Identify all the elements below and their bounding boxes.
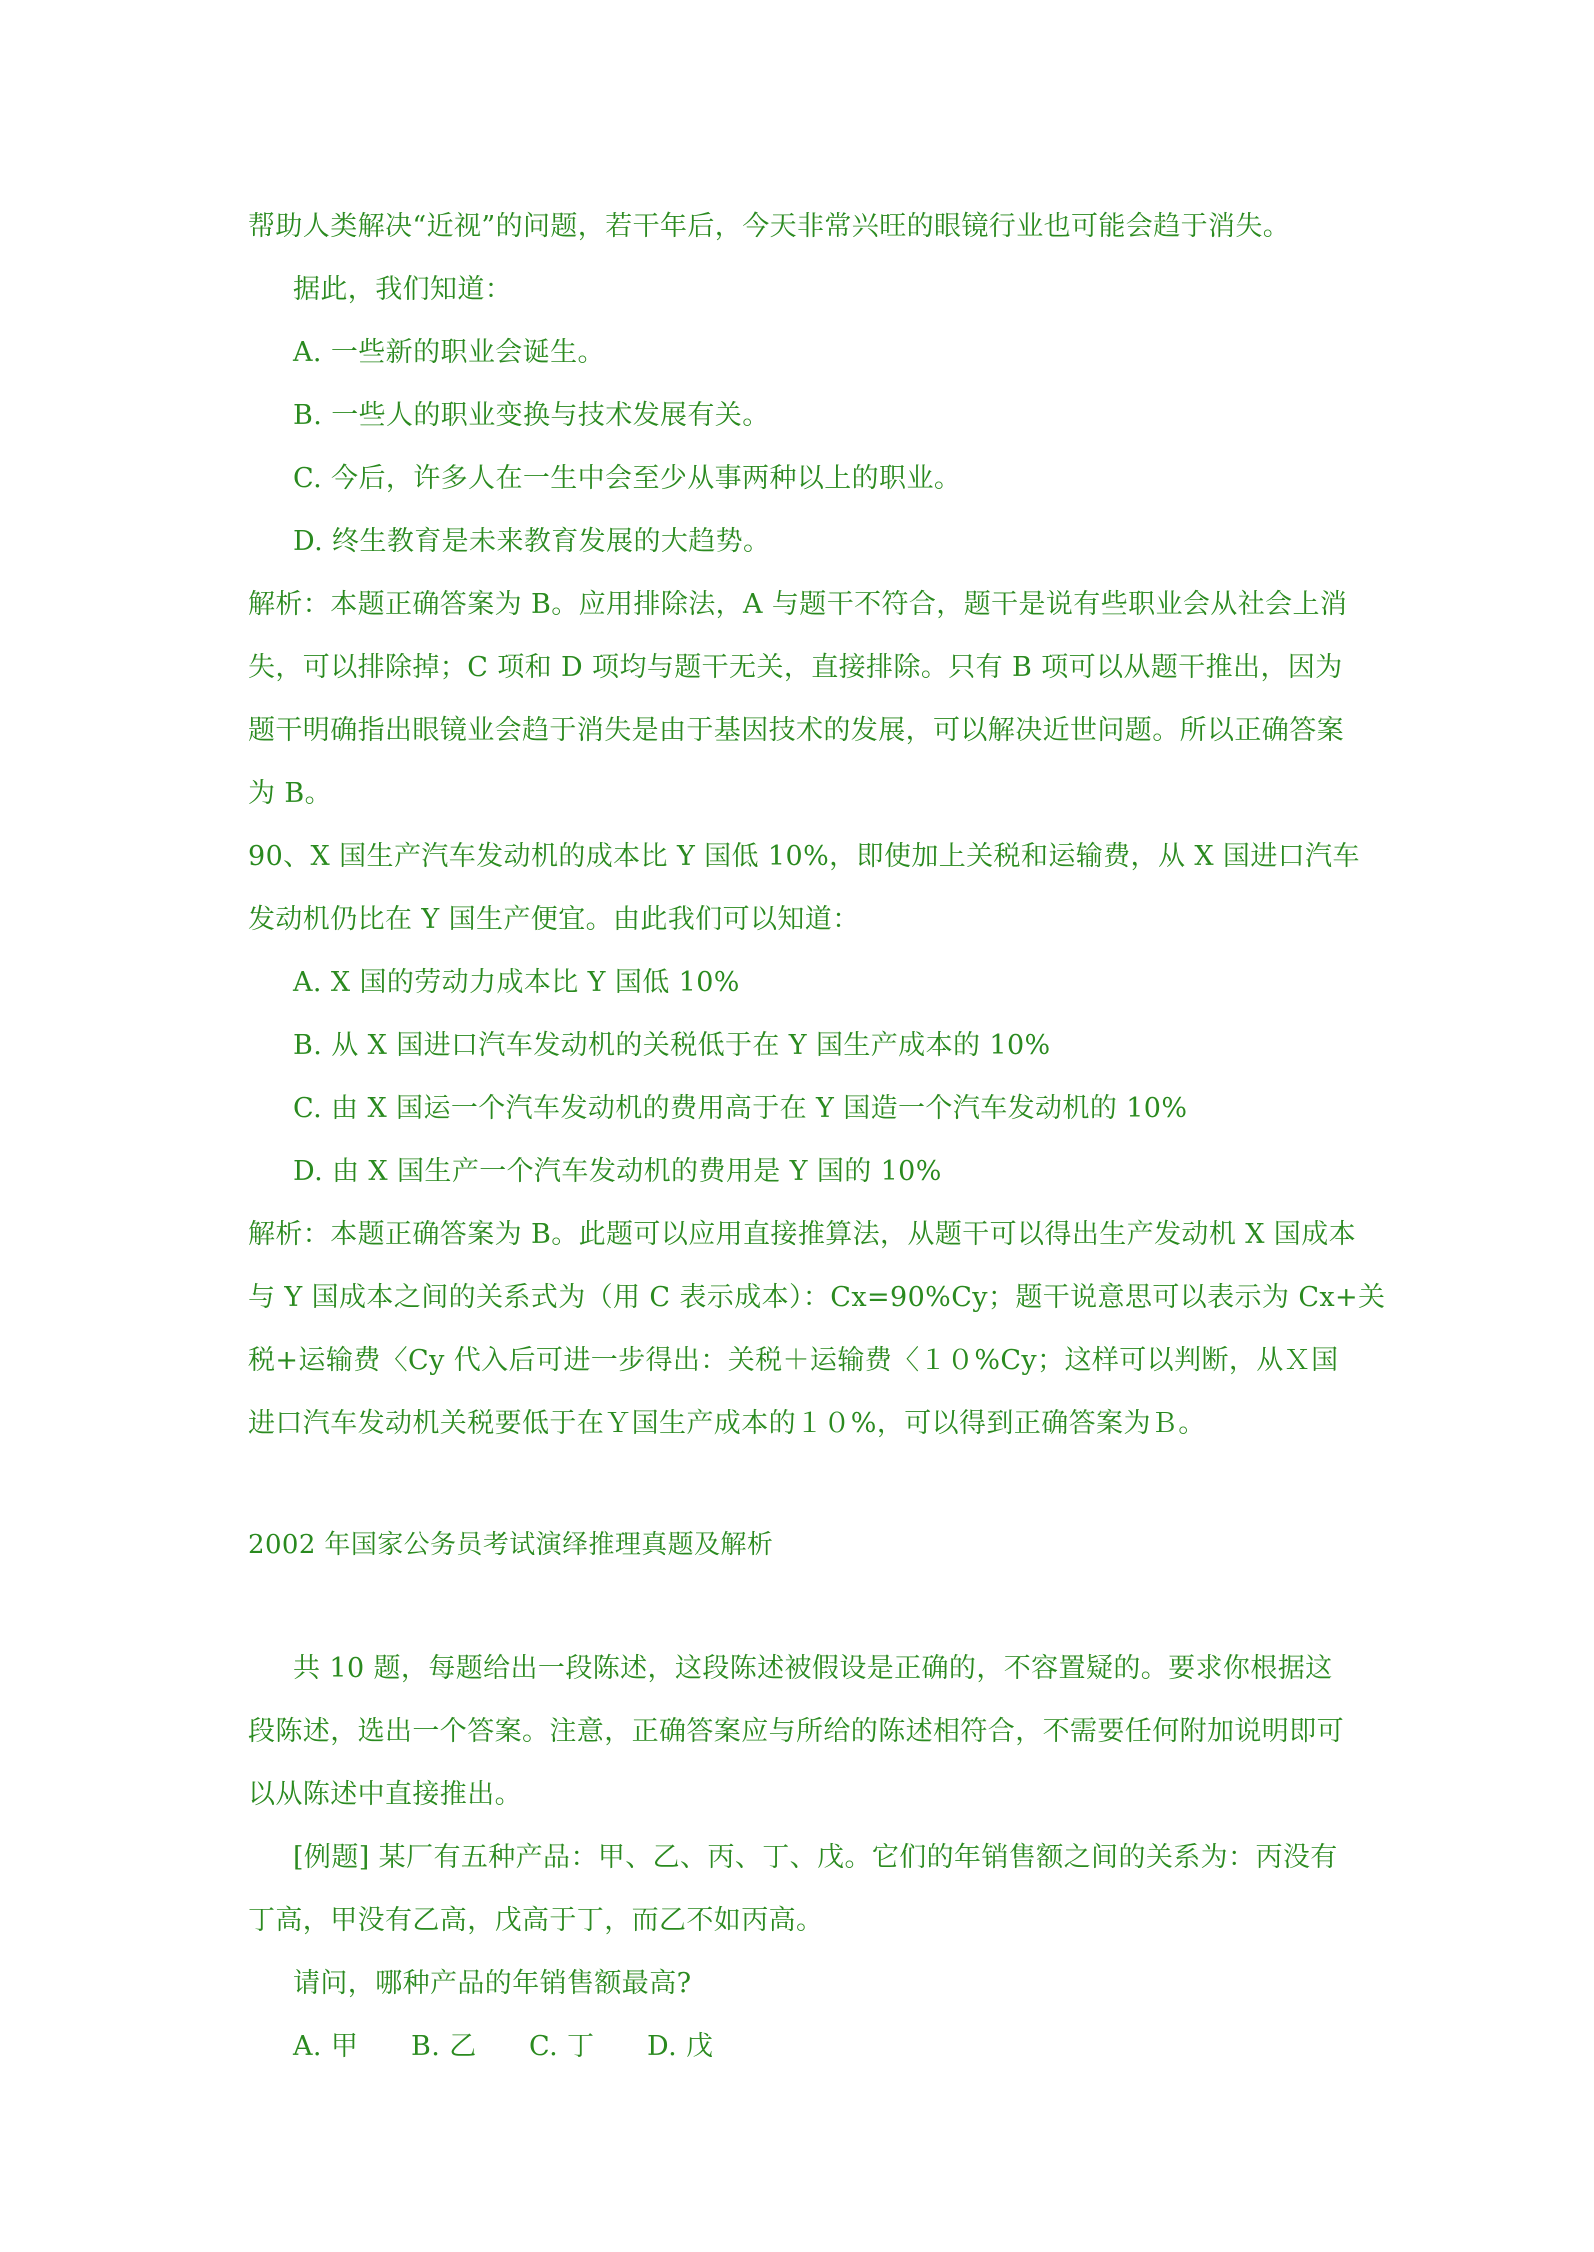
question-90-option-b: B. 从 X 国进口汽车发动机的关税低于在 Y 国生产成本的 10% (293, 1030, 1051, 1061)
example-option-c: C. 丁 (529, 2031, 595, 2062)
example-line-1: [例题] 某厂有五种产品：甲、乙、丙、丁、戊。它们的年销售额之间的关系为：丙没有 (293, 1842, 1338, 1873)
question-89-option-b: B. 一些人的职业变换与技术发展有关。 (293, 400, 770, 431)
intro-line-1: 共 10 题，每题给出一段陈述，这段陈述被假设是正确的，不容置疑的。要求你根据这 (293, 1653, 1333, 1684)
example-options (293, 2030, 1403, 2064)
question-90-stem-line-2: 发动机仍比在 Y 国生产便宜。由此我们可以知道： (248, 904, 860, 935)
question-90-option-d: D. 由 X 国生产一个汽车发动机的费用是 Y 国的 10% (293, 1156, 942, 1187)
question-90-option-c: C. 由 X 国运一个汽车发动机的费用高于在 Y 国造一个汽车发动机的 10% (293, 1093, 1188, 1124)
question-90-explanation-line-1: 解析：本题正确答案为 B。此题可以应用直接推算法，从题干可以得出生产发动机 X 国成本 (248, 1219, 1357, 1250)
question-89-prompt: 据此，我们知道： (293, 274, 513, 305)
question-89-explanation-line-1: 解析：本题正确答案为 B。应用排除法，A 与题干不符合，题干是说有些职业会从社会上消 (248, 589, 1348, 620)
question-89-option-a: A. 一些新的职业会诞生。 (293, 337, 605, 368)
question-90-explanation-line-3: 税+运输费〈Cy 代入后可进一步得出：关税＋运输费〈１０%Cy；这样可以判断，从Ｘ国 (248, 1345, 1339, 1376)
example-line-2: 丁高，甲没有乙高，戊高于丁，而乙不如丙高。 (248, 1905, 824, 1936)
question-89-option-c: C. 今后，许多人在一生中会至少从事两种以上的职业。 (293, 463, 962, 494)
example-question: 请问，哪种产品的年销售额最高? (293, 1968, 692, 1999)
example-option-b: B. 乙 (411, 2031, 477, 2062)
question-89-explanation-line-4: 为 B。 (248, 778, 333, 809)
question-90-stem-line-1: 90、X 国生产汽车发动机的成本比 Y 国低 10%，即使加上关税和运输费，从 X 国进口汽车 (248, 841, 1360, 872)
question-90-explanation-line-2: 与 Y 国成本之间的关系式为（用 C 表示成本）：Cx=90%Cy；题干说意思可以表示为 Cx+关 (248, 1282, 1386, 1313)
example-option-a: A. 甲 (293, 2031, 359, 2062)
question-89-option-d: D. 终生教育是未来教育发展的大趋势。 (293, 526, 771, 557)
example-option-d: D. 戊 (647, 2031, 714, 2062)
section-title: 2002 年国家公务员考试演绎推理真题及解析 (248, 1530, 774, 1560)
question-90-explanation-line-4: 进口汽车发动机关税要低于在Ｙ国生产成本的１０%，可以得到正确答案为Ｂ。 (248, 1408, 1206, 1439)
question-89-stem-tail: 帮助人类解决“近视”的问题，若干年后，今天非常兴旺的眼镜行业也可能会趋于消失。 (248, 211, 1291, 242)
intro-line-3: 以从陈述中直接推出。 (248, 1779, 522, 1810)
question-89-explanation-line-2: 失，可以排除掉；C 项和 D 项均与题干无关，直接排除。只有 B 项可以从题干推出，因为 (248, 652, 1343, 683)
intro-line-2: 段陈述，选出一个答案。注意，正确答案应与所给的陈述相符合，不需要任何附加说明即可 (248, 1716, 1344, 1747)
question-89-explanation-line-3: 题干明确指出眼镜业会趋于消失是由于基因技术的发展，可以解决近世问题。所以正确答案 (248, 715, 1344, 746)
question-90-option-a: A. X 国的劳动力成本比 Y 国低 10% (293, 967, 740, 998)
